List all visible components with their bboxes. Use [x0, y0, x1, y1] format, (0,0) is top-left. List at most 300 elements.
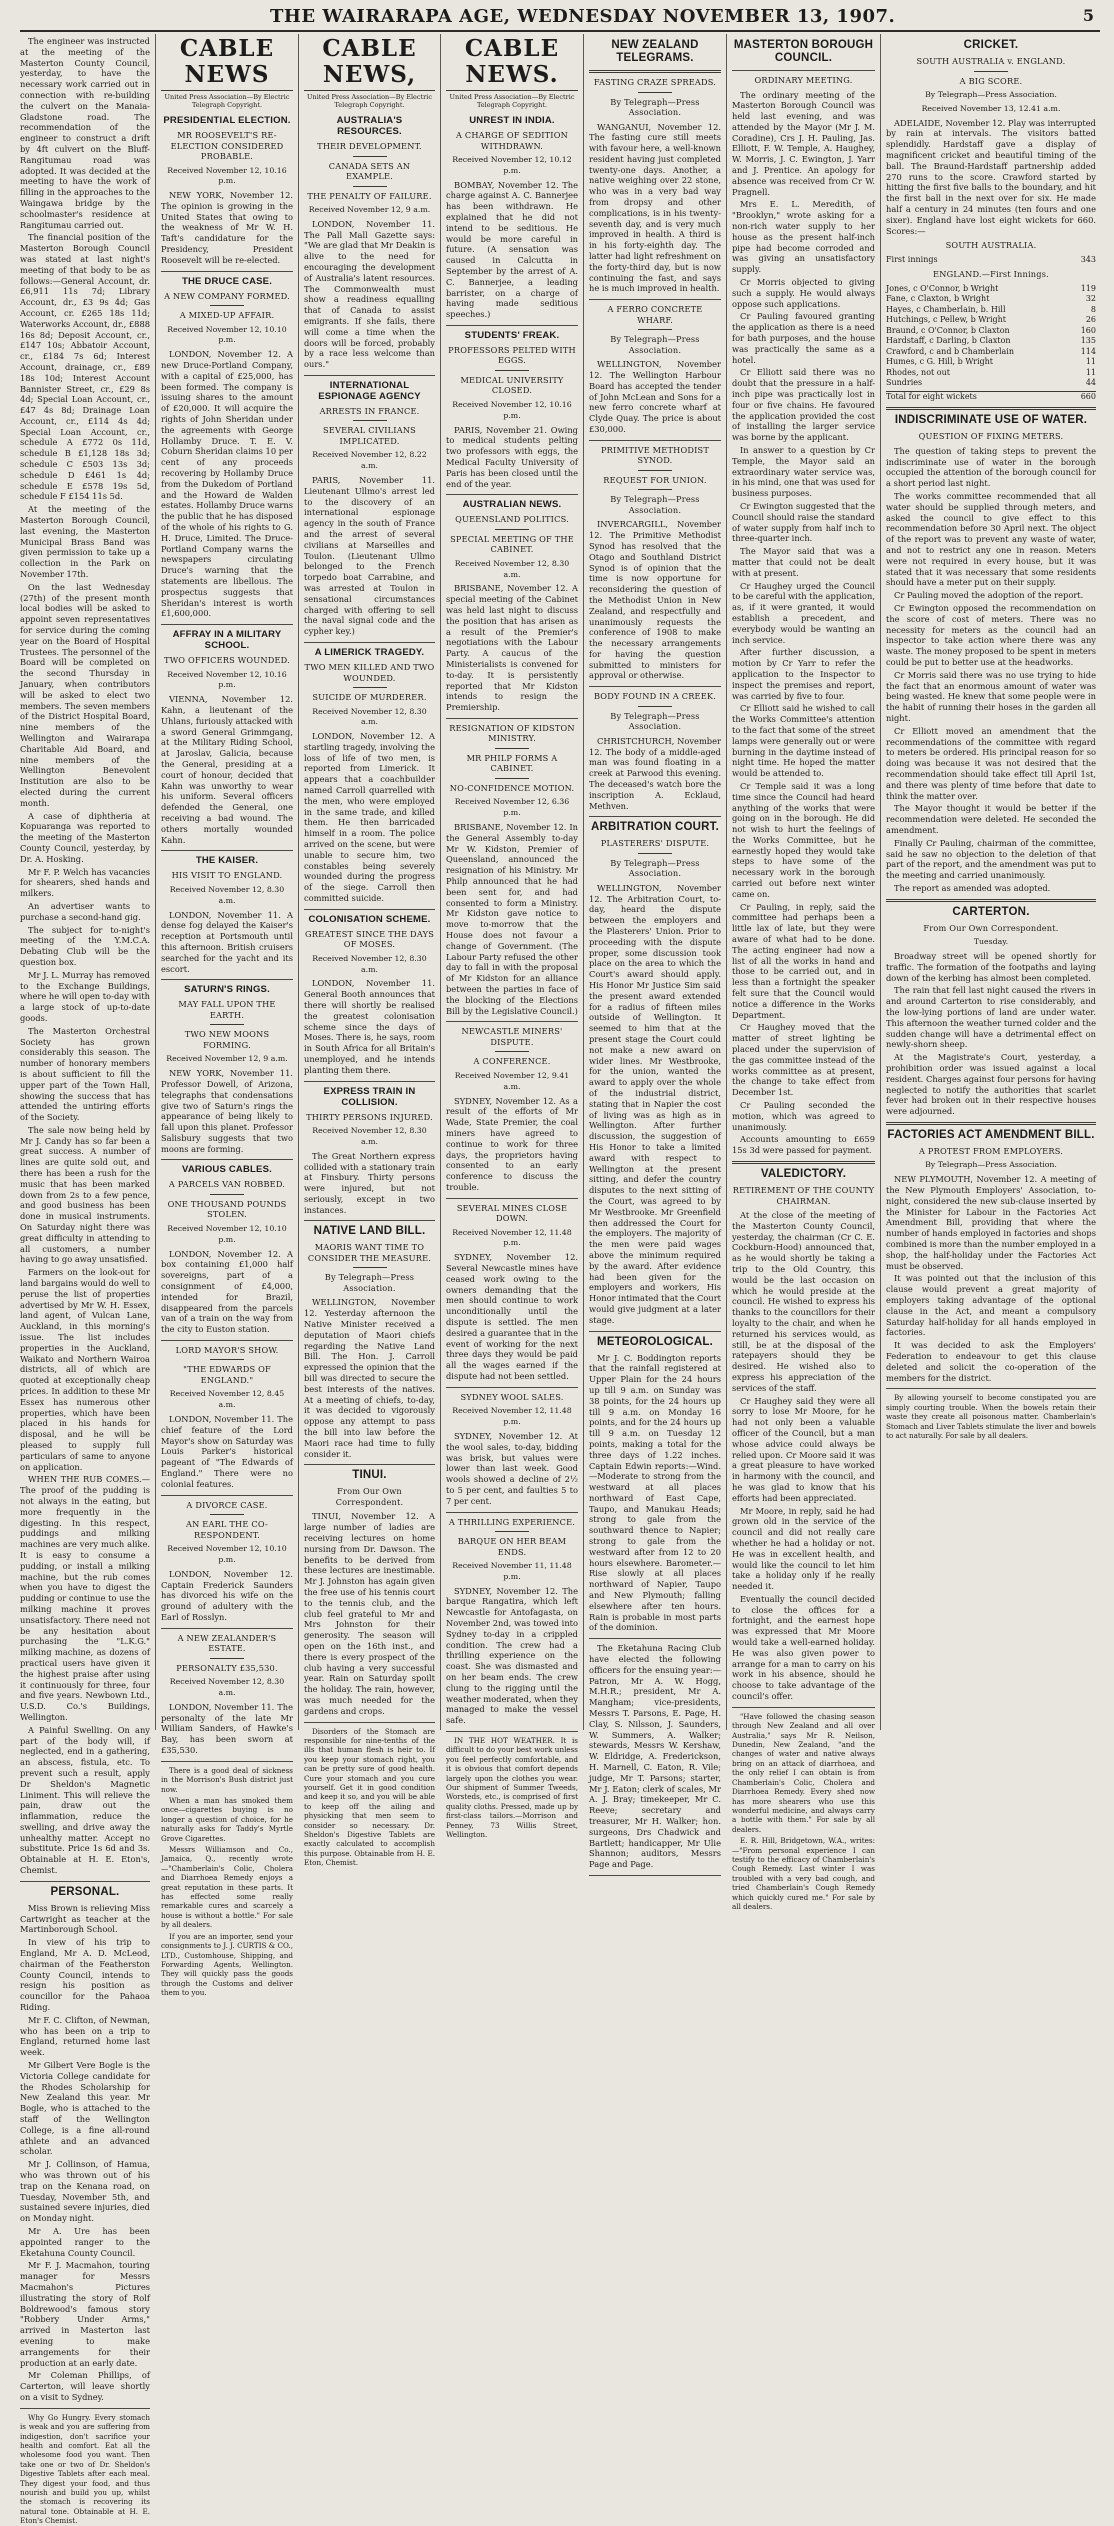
council-paragraph: Cr Pauling favoured granting the application as there is a need for bath purposes, and the house was practically the same as a hotel. — [732, 311, 875, 365]
story-body: SYDNEY, November 12. Several Newcastle mines have ceased work owing to the owners demanding that the men should continue to work unconditionally until the dispute is settled. The men desired a guarantee that in the event of working for the next three days they would be paid all the wages earned if the dispute had not been settled. — [446, 1252, 578, 1382]
local-paragraph: At the meeting of the Masterton Borough Council, last evening, the Masterton Municipal Brass Band was given permission to take up a collection in the Park on November 17th. — [20, 504, 150, 580]
advertisement: There is a good deal of sickness in the Morrison's Bush district just now. — [161, 1765, 293, 1794]
story-body: SYDNEY, November 12. As a result of the efforts of Mr Wade, State Premier, the coal miners have agreed to continue to work for three days, the proprietors having consented to an early conference to discuss the trouble. — [446, 1095, 578, 1192]
section-heading: INDISCRIMINATE USE OF WATER. — [894, 414, 1088, 427]
story-subheading: MR PHILP FORMS A CABINET. — [466, 752, 558, 774]
story-subheading: SYDNEY WOOL SALES. — [460, 1391, 564, 1402]
story-subheading: TWO MEN KILLED AND TWO WOUNDED. — [304, 662, 435, 683]
story-body: LONDON, November 12. A box containing £1,000 half sovereigns, part of a consignment of £4,000, intended for Brazil, disappeared from the parcels van of a train on the way from the city to Euston station. — [161, 1248, 293, 1335]
divider — [638, 706, 672, 707]
section-masthead: CABLE NEWS. — [446, 36, 578, 91]
source-line: By Telegraph—Press Association. — [925, 1160, 1057, 1170]
section-subheading: A BIG SCORE. — [959, 75, 1023, 86]
masthead-title: THE WAIRARAPA AGE, WEDNESDAY NOVEMBER 13, 1907. — [270, 6, 896, 27]
rule — [161, 1495, 293, 1496]
rule — [304, 642, 435, 643]
story-body: LONDON, November 11. The chief feature of the Lord Mayor's show on Saturday was Louis Parker's historical pageant of "The Edwards of England." There were no colonial features. — [161, 1414, 293, 1489]
rule — [589, 1875, 721, 1876]
rule — [446, 1387, 578, 1388]
story-received-time: Received November 11, 11.48 p.m. — [452, 1561, 572, 1581]
council-paragraph: Cr Elliott said there was no doubt that the pressure in a half-inch pipe was practically lost in four or five chains. He favoured the application provided the cost of installing the larger service was borne by the applicant. — [732, 367, 875, 443]
story-subheading: MAY FALL UPON THE EARTH. — [178, 999, 276, 1020]
advertisement: Why Go Hungry. Every stomach is weak and you are suffering from indigestion, don't sacrifice your health and comfort. Eat all the wholesome food you want. Then take one or two of Dr. Sheldon's Digestive Tablets after each meal. They digest your food, and thus nourish and build you up, whilst the stomach is recovering its natural tone. Obtainable at H. E. Eton's Chemist. — [20, 2412, 150, 2526]
story-headline: THE DRUCE CASE. — [181, 275, 273, 287]
column-1-local-news — [20, 36, 150, 2526]
council-paragraph: Mrs E. L. Meredith, of "Brooklyn," wrote asking for a non-rich water supply to her house as the present half-inch pipe had become corroded and was giving an unsatisfactory supply. — [732, 199, 875, 275]
score-row — [886, 368, 1096, 379]
story-subheading: SUICIDE OF MURDERER. — [312, 692, 427, 702]
personal-item: Mr F. C. Clifton, of Newman, who has been on a trip to England, returned home last week. — [20, 2014, 150, 2058]
story-body: LONDON, November 11. The personalty of the late Mr William Sanders, of Hawke's Bay, has been sworn at £35,530. — [161, 1701, 293, 1755]
rule — [732, 70, 875, 71]
factories-paragraph: It was pointed out that the inclusion of this clause would prevent a great majority of employers taking advantage of the optional clause in the Act, and meant a compulsory Saturday half-holiday for all hands employed in factories. — [886, 1273, 1096, 1338]
divider — [495, 1531, 529, 1532]
council-paragraph: The ordinary meeting of the Masterton Borough Council was held last evening, and was attended by the Mayor (Mr J. M. Coradine), Crs J. H. Pauling, Jas. Elliott, F. W. Temple, A. Haughey, W. Morris, J. C. Ewington, J. Yarr and J. Prentice. An apology for absence was received from Cr W. Pragnell. — [732, 89, 875, 197]
personal-item: Mr A. Ure has been appointed ranger to the Eketahuna County Council. — [20, 2225, 150, 2258]
story-subheading: TWO NEW MOONS FORMING. — [184, 1029, 270, 1050]
score-row — [886, 336, 1096, 347]
column-7-cricket — [886, 36, 1096, 1726]
advertisement: E. R. Hill, Bridgetown, W.A., writes:—"From personal experience I can testify to the efficacy of Chamberlain's Cough Remedy. Last winter I was troubled with a very bad cough, and tried Chamberlain's Cough Remedy which quickly cured me." For sale by all dealers. — [732, 1836, 875, 1911]
story-subheading: RESIGNATION OF KIDSTON MINISTRY. — [449, 722, 575, 744]
story-subheading: MR ROOSEVELT'S RE-ELECTION CONSIDERED PROBABLE. — [170, 130, 284, 161]
masthead — [20, 6, 1100, 32]
personal-item: In view of his trip to England, Mr A. D. McLeod, chairman of the Featherston County Council, intends to resign his position as councillor for the Pahaoa Riding. — [20, 1937, 150, 2013]
divider — [638, 329, 672, 330]
rule — [732, 1161, 875, 1164]
scoreboard-south-australia — [886, 255, 1096, 266]
story-received-time: Received November 12, 10.10 p.m. — [167, 1544, 287, 1564]
rule — [589, 686, 721, 687]
local-paragraph: The Masterton Orchestral Society has grown considerably this season. The number of honorary members is about sufficient to fill the upper part of the Town Hall, showing the success that has attended the untiring efforts of the Society. — [20, 1025, 150, 1123]
story-body: The Eketahuna Racing Club have elected the following officers for the ensuing year:—Patron, Mr A. W. Hogg, M.H.R.; president, Mr A. Mangham; vice-presidents, Messrs T. Parsons, E. Page, H. Clay, S. Nilsson, J. Saunders, W. Summers, A. Walker; stewards, Messrs W. Kershaw, W. Eldridge, A. Frederickson, H. Marnell, C. Eaton, R. Vile; judge, Mr T. Parsons; starter, Mr J. Eaton; clerk of scales, Mr A. J. Bray; timekeeper, Mr C. Reeve; secretary and treasurer, Mr H. Walker; hon. surgeons, Drs Chadwick and Bartlett; handicapper, Mr Ulie Shannon; auditors, Messrs Page and Page. — [589, 1643, 721, 1870]
story-received-time: Received November 12, 9 a.m. — [308, 205, 431, 214]
story-subheading: LORD MAYOR'S SHOW. — [175, 1344, 279, 1355]
advertisement: When a man has smoked them once—cigarettes buying is no longer a question of choice, for he naturally asks for Taddy's Myrtle Grove Cigarettes. — [161, 1796, 293, 1843]
runs: 135 — [1080, 336, 1096, 346]
water-paragraph: Cr Ewington opposed the recommendation on the score of cost of meters. There was no necessity for meters as the council had an inspector to take action where there was any waste. The money proposed to be spent in meters could be put to better use at the headworks. — [886, 603, 1096, 667]
rule — [446, 325, 578, 326]
rule — [161, 850, 293, 851]
rule — [446, 494, 578, 495]
story-subheading: AN EARL THE CO-RESPONDENT. — [186, 1519, 268, 1540]
section-heading: MASTERTON BOROUGH COUNCIL. — [733, 39, 874, 64]
story-headline: UNREST IN INDIA. — [469, 115, 555, 126]
story-subheading: A NEW ZEALANDER'S ESTATE. — [177, 1632, 277, 1654]
story-subheading: PRIMITIVE METHODIST SYNOD. — [600, 444, 710, 466]
story-received-time: Received November 12, 9 a.m. — [166, 1054, 288, 1064]
story-received-time: Received November 12, 10.12 p.m. — [452, 155, 572, 175]
story-subheading: PROFESSORS PELTED WITH EGGS. — [448, 344, 576, 366]
batsman: Humes, c G. Hill, b Wright — [886, 357, 993, 367]
runs: 32 — [1085, 294, 1096, 304]
rule — [304, 1081, 435, 1082]
story-subheading: By Telegraph—Press Association. — [610, 96, 700, 117]
personal-item: Miss Brown is relieving Miss Cartwright as teacher at the Martinborough School. — [20, 1902, 150, 1935]
story-headline: EXPRESS TRAIN IN COLLISION. — [323, 1085, 416, 1108]
section-heading: CRICKET. — [963, 39, 1019, 51]
story-headline: TINUI. — [352, 1469, 387, 1482]
council-paragraph: Cr Ewington suggested that the Council should raise the standard of water supply from half inch to three-quarter inch. — [732, 500, 875, 544]
runs: 160 — [1080, 325, 1096, 335]
story-received-time: Received November 12, 11.48 p.m. — [452, 1227, 572, 1248]
story-body: NEW YORK, November 11. Professor Dowell, of Arizona, telegraphs that condensations give two of Saturn's rings the appearance of being likely to fall upon this planet. Professor Salisbury suggests that two moons are forming. — [161, 1068, 293, 1154]
score-row — [886, 315, 1096, 326]
story-subheading: A DIVORCE CASE. — [186, 1499, 268, 1510]
water-paragraph: The question of taking steps to prevent the indiscriminate use of water in the borough occupied the attention of the borough council for a short period last night. — [886, 445, 1096, 489]
water-paragraph: Finally Cr Pauling, chairman of the committee, said he saw no objection to the deletion of that part of the report, and the amendment was put to the meeting and carried unanimously. — [886, 837, 1096, 881]
story-subheading: MEDICAL UNIVERSITY CLOSED. — [460, 374, 564, 396]
local-paragraph: Mr F. P. Welch has vacancies for shearers, shed hands and milkers. — [20, 866, 150, 899]
story-subheading: By Telegraph—Press Association. — [610, 857, 700, 879]
advertisement: If you are an importer, send your consignments to J. J. CURTIS & CO., LTD., Customhouse, Shipping, and Forwarding Agents, Wellington. They will quickly pass the goods through the Customs and deliver them to you. — [161, 1931, 293, 1998]
rule — [304, 909, 435, 910]
water-paragraph: The Mayor thought it would be better if the recommendation were deleted. He seconded the amendment. — [886, 803, 1096, 835]
batsman: Hutchings, c Pellew, b Wright — [886, 315, 1007, 325]
story-received-time: Received November 12, 10.16 p.m. — [452, 399, 572, 420]
section-masthead: CABLE NEWS, — [304, 36, 435, 91]
section-subheading: A PROTEST FROM EMPLOYERS. — [918, 1145, 1064, 1156]
scoreboard-heading: SOUTH AUSTRALIA. — [945, 240, 1037, 251]
story-headline: VARIOUS CABLES. — [182, 1164, 272, 1176]
story-body: INVERCARGILL, November 12. The Primitive Methodist Synod has resolved that the Otago and Southland District Synod is of opinion that the time is now opportune for reconsidering the question of the Methodist Union in New Zealand, and respectfully and unanimously requests the conference of 1908 to make the necessary arrangements for having the question submitted to ministers for approval or otherwise. — [589, 519, 721, 681]
score-row — [886, 378, 1096, 389]
divider — [353, 156, 387, 157]
story-received-time: Received November 12, 8.30 a.m. — [312, 1126, 427, 1146]
divider — [638, 489, 672, 490]
rule — [589, 816, 721, 817]
story-body: WELLINGTON, November 12. Yesterday afternoon the Native Minister received a deputation of Maori chiefs regarding the Native Land Bill. The Hon. J. Carroll expressed the opinion that the bill was directed to secure the best interests of the natives. At a meeting of chiefs, to-day, it was decided to vigorously oppose any attempt to pass the bill into law before the Maori race had time to fully consider it. — [304, 1297, 435, 1459]
divider — [638, 853, 672, 854]
carterton-paragraph: Broadway street will be opened shortly for traffic. The formation of the footpaths and laying down of the kerbing has almost been completed. — [886, 951, 1096, 983]
story-received-time: Received November 12, 8.30 a.m. — [312, 953, 427, 974]
divider — [210, 1658, 244, 1659]
council-paragraph: Cr Pauling, in reply, said the committee had perhaps been a little lax of late, but they were aware of what had to be done. The acting engineer had now a list of all the works in hand and those to be carried out, and in less than a fortnight the speaker felt sure that the Council would notice a difference in the Works Department. — [732, 901, 875, 1020]
section-masthead: CABLE NEWS — [161, 36, 293, 91]
divider — [210, 1024, 244, 1025]
council-paragraph: Cr Haughey urged the Council to be careful with the application, as, if it were granted, it would establish a precedent, and everybody would be wanting an inch service. — [732, 580, 875, 645]
section-heading: VALEDICTORY. — [760, 1168, 847, 1180]
score-row — [886, 284, 1096, 295]
story-subheading: ARRESTS IN FRANCE. — [319, 405, 420, 416]
runs: 26 — [1085, 315, 1096, 325]
story-subheading: FASTING CRAZE SPREADS. — [593, 77, 717, 87]
story-subheading: THIRTY PERSONS INJURED. — [306, 1111, 433, 1122]
story-subheading: CANADA SETS AN EXAMPLE. — [328, 160, 411, 181]
divider — [638, 92, 672, 93]
rule — [161, 1159, 293, 1160]
rule — [886, 1388, 1096, 1389]
column-rule — [726, 34, 727, 1730]
section-heading: NEW ZEALAND TELEGRAMS. — [611, 39, 699, 64]
divider — [210, 1359, 244, 1360]
divider — [495, 748, 529, 749]
rule — [161, 1628, 293, 1629]
story-subheading: PERSONALTY £35,530. — [176, 1662, 278, 1673]
personal-item: Mr F. J. Macmahon, touring manager for Messrs Macmahon's Pictures illustrating the story of Rolf Boldrewood's famous story "Robbery Under Arms," arrived in Masterton last evening to make arrangements for their production at an early date. — [20, 2260, 150, 2368]
story-headline: AUSTRALIAN NEWS. — [462, 499, 562, 511]
divider — [210, 305, 244, 306]
valedictory-paragraph: Eventually the council decided to close the offices for a fortnight, and the earnest hope was expressed that Mr Moore would take a well-earned holiday. He was also given power to arrange for a man to carry on his work in his absence, should he choose to take advantage of the council's offer. — [732, 1593, 875, 1702]
story-subheading: A THRILLING EXPERIENCE. — [448, 1516, 576, 1527]
story-headline: AFFRAY IN A MILITARY SCHOOL. — [172, 629, 282, 652]
column-2-cable-news — [161, 35, 293, 1998]
divider — [353, 687, 387, 688]
story-received-time: Received November 12, 8.22 a.m. — [312, 450, 427, 471]
valedictory-paragraph: Mr Moore, in reply, said he had grown old in the service of the council and did not really care whether he had a holiday or not. He was in excellent health, and would like the council to let him take a holiday only if he really needed it. — [732, 1505, 875, 1592]
rule — [161, 1761, 293, 1762]
total-label: Total for eight wickets — [886, 391, 977, 401]
scoreboard-england — [886, 284, 1096, 403]
story-subheading: TWO OFFICERS WOUNDED. — [164, 655, 290, 666]
local-paragraph: An advertiser wants to purchase a second-hand gig. — [20, 900, 150, 922]
local-paragraph: A Painful Swelling. On any part of the body will, if neglected, end in a gathering, an abscess, fistula, etc. To prevent such a result, apply Dr Sheldon's Magnetic Liniment. This will relieve the pain, draw out the inflammation, reduce the swelling, and drive away the unhealthy matter. Accept no substitute. Price 1s 6d and 3s. Obtainable at H. E. Eton's, Chemist. — [20, 1724, 150, 1876]
score-row — [886, 347, 1096, 358]
story-received-time: Received November 12, 8.30 a.m. — [169, 884, 285, 905]
story-received-time: Received November 12, 8.30 a.m. — [169, 1677, 285, 1697]
rule — [304, 1464, 435, 1465]
runs: 119 — [1080, 283, 1096, 293]
column-rule — [155, 34, 156, 1730]
factories-paragraph: NEW PLYMOUTH, November 12. A meeting of the New Plymouth Employers' Association, to-night, considered the new sub-clause inserted by the Minister for Labour in the Factories Act Amendment Bill, providing that where the number of hands employed in factories and shops combined is more than the number employed in a shop, the half-holiday under the Factories Act must be observed. — [886, 1174, 1096, 1271]
story-body: LONDON, November 11. A dense fog delayed the Kaiser's reception at Portsmouth until this afternoon. British cruisers searched for the yacht and its escort. — [161, 909, 293, 974]
personal-item: Mr Gilbert Vere Bogle is the Victoria College candidate for the Rhodes Scholarship for New Zealand this year. Mr Bogle, who is attached to the staff of the Wellington College, is a fine all-round athlete and an advanced scholar. — [20, 2060, 150, 2157]
story-headline: NATIVE LAND BILL. — [313, 1225, 426, 1238]
advertisement: Disorders of the Stomach are responsible for nine-tenths of the ills that human flesh is heir to. If you keep your stomach right, you can be pretty sure of good health. Cure your stomach and you cure yourself. Get it in good condition and keep it so, and you will be able to keep off the ailing and physicking that men seem to consider so necessary. Dr. Sheldon's Digestive Tablets are exactly calculated to accomplish this purpose. Obtainable from H. E. Eton, Chemist. — [304, 1726, 435, 1868]
rule — [304, 375, 435, 376]
personal-item: Mr J. Collinson, of Hamua, who was thrown out of his trap on the Kenana road, on Tuesday, November 5th, and sustained severe injuries, died on Monday night. — [20, 2159, 150, 2224]
section-subheading: ORDINARY MEETING. — [754, 75, 853, 85]
story-headline: ARBITRATION COURT. — [591, 821, 719, 834]
story-received-time: Received November 12, 8.45 a.m. — [169, 1389, 285, 1410]
source-line: By Telegraph—Press Association. — [925, 90, 1057, 99]
rule — [589, 440, 721, 441]
divider — [353, 186, 387, 187]
story-headline: COLONISATION SCHEME. — [308, 913, 431, 925]
story-subheading: REQUEST FOR UNION. — [603, 474, 707, 485]
story-body: LONDON, November 12. Captain Frederick Saunders has divorced his wife on the ground of adultery with the Earl of Rosslyn. — [161, 1568, 293, 1622]
rule — [446, 1512, 578, 1513]
score-total — [886, 391, 1096, 403]
story-subheading: GREATEST SINCE THE DAYS OF MOSES. — [304, 928, 435, 950]
story-headline: AUSTRALIA'S RESOURCES. — [336, 115, 403, 137]
council-paragraph: Cr Temple said it was a long time since the Council had heard anything of the works that were going on in the borough. He did not wish to hurt the feelings of the Works Committee, but he earnestly hoped they would take steps to have some of the necessary work in the borough carried out before next winter came on. — [732, 780, 875, 899]
column-4-cable-news — [446, 35, 578, 1840]
rule — [886, 1122, 1096, 1125]
story-received-time: Received November 12, 10.16 p.m. — [167, 165, 287, 186]
local-paragraph: Mr J. L. Murray has removed to the Exchange Buildings, where he will open to-day with a large stock of up-to-date goods. — [20, 969, 150, 1023]
runs: 44 — [1085, 378, 1096, 388]
batsman: Rhodes, not out — [886, 367, 950, 377]
personal-item: Mr Coleman Phillips, of Carterton, will leave shortly on a visit to Sydney. — [20, 2370, 150, 2402]
divider — [495, 370, 529, 371]
council-paragraph: Cr Morris objected to giving such a supply. He would always oppose such applications. — [732, 277, 875, 309]
source-line: United Press Association—By Electric Telegraph Copyright. — [449, 93, 575, 109]
water-paragraph: Cr Pauling moved the adoption of the report. — [894, 590, 1084, 601]
rule — [304, 1220, 435, 1221]
story-subheading: THE PENALTY OF FAILURE. — [307, 190, 432, 201]
batsman: Crawford, c and b Chamberlain — [886, 346, 1014, 356]
rule — [20, 2408, 150, 2409]
story-subheading: By Telegraph—Press Association. — [324, 1272, 415, 1293]
divider — [495, 529, 529, 530]
divider — [638, 470, 672, 471]
rule — [304, 1722, 435, 1723]
story-body: WELLINGTON, November 12. The Wellington Harbour Board has accepted the tender of John McLean and Sons for a new ferro concrete wharf at Clyde Quay. The price is about £30,000. — [589, 359, 721, 435]
batsman: Braund, c O'Connor, b Claxton — [886, 325, 1010, 335]
story-subheading: MAORIS WANT TIME TO CONSIDER THE MEASURE. — [307, 1242, 432, 1263]
story-subheading: A FERRO CONCRETE WHARF. — [607, 304, 703, 325]
batsman: Hardstaff, c Darling, b Claxton — [886, 336, 1011, 346]
story-received-time: Received November 12, 10.10 p.m. — [167, 324, 287, 345]
story-body: LONDON, November 12. A startling tragedy, involving the loss of life of two men, is reported from Limerick. It appears that a coachbuilder named Carroll quarrelled with the men, who were employed in the same trade, and killed them. He then barricaded himself in a room. The police arrived on the scene, but were unable to secure him, two constables being severely wounded during the progress of the siege. Carroll then committed suicide. — [304, 731, 435, 904]
rule — [589, 1638, 721, 1639]
council-paragraph: The Mayor said that was a matter that could not be dealt with at present. — [732, 546, 875, 578]
water-paragraph: The works committee recommended that all water should be supplied through meters, and asked the council to give effect to this recommendation before 30 April next. The object of the report was to prevent any waste of water, and not to restrict any one in reason. Meters were not required in every house, but it was stated that it was necessary that some residents should have a meter put on their supply. — [886, 491, 1096, 588]
rule — [161, 624, 293, 625]
story-subheading: PLASTERERS' DISPUTE. — [600, 838, 710, 849]
story-subheading: By Telegraph—Press Association. — [610, 710, 700, 732]
advertisement: Messrs Williamson and Co., Jamaica, Q., recently wrote—"Chamberlain's Colic, Cholera and Diarrhoea Remedy enjoys a great reputation in these parts. It has effected some really remarkable cures and scarcely a house is without a bottle." For sale by all dealers. — [161, 1845, 293, 1930]
story-headline: PRESIDENTIAL ELECTION. — [163, 115, 291, 126]
divider — [210, 1194, 244, 1195]
story-subheading: BARQUE ON HER BEAM ENDS. — [457, 1536, 567, 1557]
water-paragraph: Cr Elliott moved an amendment that the recommendations of the committee with regard to meters be ordered. His principal reason for so doing was because it was not desired that the recommendation should take effect till April 1st, and there was plenty of time before that date to think the matter over. — [886, 725, 1096, 801]
score-row — [886, 255, 1096, 266]
column-3-cable-news — [304, 35, 435, 1868]
story-headline: THE KAISER. — [195, 855, 259, 867]
local-paragraph: Farmers on the look-out for land bargains would do well to peruse the list of properties advertised by Mr W. H. Essex, land agent, of Vulcan Lane, Auckland, in this morning's issue. The list includes properties in the Auckland, Waikato and Northern Wairoa districts, all of which are quoted at exceptionally cheap prices. In addition to these Mr Essex has numerous other properties, which have been placed in his hands for disposal, and he will be pleased to supply full particulars of same to anyone on application. — [20, 1267, 150, 1472]
divider — [353, 1267, 387, 1268]
water-paragraph: The report as amended was adopted. — [894, 882, 1051, 893]
page-number: 5 — [1082, 6, 1094, 25]
column-rule — [298, 34, 299, 1730]
batsman: First innings — [886, 254, 938, 264]
column-6-borough-council — [732, 36, 875, 1911]
story-subheading: By Telegraph—Press Association. — [610, 494, 700, 515]
council-paragraph: Cr Elliott said he wished to call the Works Committee's attention to the fact that some of the street lamps were generally out or were burning in the daytime instead of night time. He hoped the matter would be attended to. — [732, 703, 875, 779]
column-rule — [583, 34, 584, 1730]
story-body: The Great Northern express collided with a stationary train at Finsbury. Thirty persons were injured, but not seriously, except in two instances. — [304, 1150, 435, 1215]
section-subheading: SOUTH AUSTRALIA v. ENGLAND. — [916, 56, 1066, 66]
rule — [589, 70, 721, 73]
column-rule — [880, 34, 881, 1730]
story-received-time: Received November 13, 12.41 a.m. — [921, 103, 1061, 113]
story-body: BOMBAY, November 12. The charge against A. C. Bannerjee has been withdrawn. He explained that he did not intend to be seditious. He would be more careful in future. (A sensation was caused in Calcutta in September by the arrest of A. C. Bannerjee, a leading barrister, on a charge of having made seditious speeches.) — [446, 179, 578, 320]
rule — [589, 299, 721, 300]
story-subheading: SEVERAL CIVILIANS IMPLICATED. — [323, 425, 416, 446]
valedictory-paragraph: Cr Haughey said they were all sorry to lose Mr Moore, for he had not only been a valuable officer of the Council, but a man whose advice could always be relied upon. Cr Moore said it was a great pleasure to have worked in harmony with the council, and he was glad to know that his efforts had been appreciated. — [732, 1395, 875, 1503]
story-headline: METEOROLOGICAL. — [596, 1335, 714, 1348]
story-subheading: By Telegraph—Press Association. — [610, 334, 700, 355]
advertisement: IN THE HOT WEATHER. It is difficult to do your best work unless you feel perfectly comfortable, and it is obvious that comfort depends largely upon the clothes you wear. Our shipment of Summer Tweeds, Worsteds, etc., is comprised of first quality cloths. Pressed, made up by first-class tailors.—Morrison and Penney, 73 Willis Street, Wellington. — [446, 1735, 578, 1840]
local-paragraph: On the last Wednesday (27th) of the present month local bodies will be asked to appoint seven representatives for service during the coming year on the Board of Hospital Trustees. The personnel of the Board will be completed on the second Thursday in January, when contributors will be asked to elect two members. The seven members of the District Hospital Board, nine members of the Wellington and Wairarapa Charitable Aid Board, and nine members of the Wellington Benevolent Institution are also to be elected during the current month. — [20, 581, 150, 808]
story-headline: INTERNATIONAL ESPIONAGE AGENCY — [318, 379, 421, 402]
divider — [495, 1051, 529, 1052]
source-line: United Press Association—By Electric Telegraph Copyright. — [307, 93, 432, 109]
divider — [495, 778, 529, 779]
council-paragraph: In answer to a question by Cr Temple, the Mayor said an extraordinary water service was, in his mind, one that was used for business purposes. — [732, 445, 875, 499]
rule — [589, 1331, 721, 1332]
story-body: PARIS, November 21. Owing to medical students pelting two professors with eggs, the Medical Faculty University of Paris has been closed until the end of the year. — [446, 424, 578, 489]
council-paragraph: Cr Pauling seconded the motion, which was agreed to unanimously. — [732, 1100, 875, 1132]
scoreboard-heading: ENGLAND.—First Innings. — [933, 269, 1049, 280]
column-5-nz-telegrams — [589, 36, 721, 1870]
story-body: BRISBANE, November 12. In the General Assembly to-day Mr W. Kidston, Premier of Queensland, announced the resignation of his Ministry. Mr Philp announced that he had been sent for, and had consented to form a Ministry. Mr Kidston gave notice to move to-morrow that the House does not favour a change of Government. (The Labour Party refused the other day to fall in with the proposal of Mr Kidston for an alliance between the parties in face of the blocking of the Elections Bill by the Legislative Council.) — [446, 822, 578, 1016]
rule — [446, 1731, 578, 1732]
story-received-time: Received November 12, 11.48 p.m. — [452, 1406, 572, 1427]
runs: 11 — [1085, 367, 1096, 377]
story-body: LONDON, November 11. The Pall Mall Gazette says: "We are glad that Mr Deakin is alive to the need for encouraging the development of Australia's latent resources. The Commonwealth must show a readiness equalling that of Canada to assist emigrants. If she fails, there will come a time when the doors will be forced, probably by a race less welcome than ours." — [304, 218, 435, 370]
story-body: VIENNA, November 12. Kahn, a lieutenant of the Uhlans, furiously attacked with a sword General Grimmgang, at the Military Riding School, at Jaroslav, Galicia, because the General, presiding at a court of honour, decided that Kahn was unworthy to wear his uniform. Several officers defended the General, one receiving a bad wound. The others mortally wounded Kahn. — [161, 694, 293, 845]
local-paragraph: A case of diphtheria at Kopuaranga was reported to the meeting of the Masterton County Council, yesterday, by Dr. A. Hosking. — [20, 810, 150, 864]
column-rule — [440, 34, 441, 1730]
batsman: Fane, c Claxton, b Wright — [886, 294, 990, 304]
story-subheading: HIS VISIT TO ENGLAND. — [171, 870, 283, 881]
carterton-paragraph: At the Magistrate's Court, yesterday, a prohibition order was issued against a local resident. Charges against four persons for having neglected to notify the authorities that scarlet fever had broken out in their respective houses were adjourned. — [886, 1052, 1096, 1117]
valedictory-paragraph: At the close of the meeting of the Masterton County Council, yesterday, the chairman (Cr C. E. Cockburn-Hood) announced that, as he would shortly be taking a trip to the Old Country, this would be the last occasion on which he would preside at the council. He wished to express his thanks to the councillors for their loyalty to the chair, and when he returned his services would, as still, be at the disposal of the ratepayers should they be desired. He wished also to express his appreciation of the services of the staff. — [732, 1210, 875, 1393]
section-subheading: QUESTION OF FIXING METERS. — [918, 431, 1064, 442]
story-headline: A LIMERICK TRAGEDY. — [314, 647, 425, 658]
divider — [974, 71, 1008, 72]
divider — [353, 420, 387, 421]
divider — [210, 1514, 244, 1515]
story-subheading: THEIR DEVELOPMENT. — [317, 141, 422, 151]
local-paragraph: The financial position of the Masterton Borough Council was stated at last night's meeting of that body to be as follows:—General Account, dr. £6,911 11s 7d; Library Account, dr., £3 9s 4d; Gas Account, cr. £265 18s 11d; Waterworks Account, dr., £888 16s 8d; Deposit Account, cr., £147 10s; Abbatoir Account, cr., £184 7s 6d; Interest Account, drainage, cr., £89 18s 10d; Interest Account Bannister Street, cr., £29 8s 4d; Special Loan Account, cr., £47 4s 8d; Drainage Loan Account, cr., £114 4s 4d; Special Loan Account, cr., schedule A £772 0s 11d, schedule B £1,128 18s 3d; schedule C £503 13s 3d; schedule D £461 1s 4d; schedule E £578 19s 5d, schedule F £154 11s 5d. — [20, 232, 150, 502]
rule — [20, 1881, 150, 1882]
story-subheading: BODY FOUND IN A CREEK. — [593, 691, 717, 702]
story-body: Mr J. C. Boddington reports that the rainfall registered at Upper Plain for the 24 hours up till 9 a.m. on Sunday was 38 points, for the 24 hours up till 9 a.m. on Monday 16 points, and for the 24 hours up till 9 a.m. on Tuesday 12 points, making a total for the three days of 1.22 inches. Captain Edwin reports:—Wind.—Moderate to strong from the westward at all places northward of East Cape, Taupo, and Manukau Heads; strong to gale from the southward thence to Napier; strong to gale from the westward after from 12 to 20 hours elsewhere. Barometer.—Rise slowly at all places northward of Napier, Taupo and New Plymouth; falling elsewhere after ten hours. Rain is probable in most parts of the dominion. — [589, 1352, 721, 1633]
rule — [161, 271, 293, 272]
section-heading: CARTERTON. — [952, 905, 1030, 918]
story-subheading: A CONFERENCE. — [473, 1056, 551, 1067]
dateline: Tuesday. — [973, 937, 1009, 947]
story-body: TINUI, November 12. A large number of ladies are receiving lectures on home nursing from Dr. Dawson. The benefits to be derived from these lectures are inestimable. Mr J. Johnston has again given the free use of his tennis court to the tennis club, and the club feel grateful to Mr and Mrs Johnston for their generosity. The season will open on the 16th inst., and there is every prospect of the club having a very successful year. Rain on Saturday spoilt the holiday. The rain, however, was much needed for the gardens and crops. — [304, 1511, 435, 1716]
story-received-time: Received November 12, 6.36 p.m. — [454, 797, 570, 818]
advertisement: By allowing yourself to become constipated you are simply courting trouble. When the bowels retain their waste they create all poisonous matter. Chamberlain's Stomach and Liver Tablets stimulate the liver and bowels to act naturally. For sale by all dealers. — [886, 1393, 1096, 1441]
total-runs: 660 — [1080, 391, 1096, 401]
council-paragraph: After further discussion, a motion by Cr Yarr to refer the application to the Inspector to inspect the premises and report, was carried by five to four. — [732, 647, 875, 701]
advertisement: "Have followed the chasing season through New Zealand and all over Australia," says Mr R. Neilson, Dunedin, New Zealand, "and the changes of water and native always bring on an attack of diarrhoea, and the only relief I can obtain is from Chamberlain's Colic, Cholera and Diarrhoea Remedy. Every shed now has more shearers who use this wonderful medicine, and always carry a bottle with them." For sale by all dealers. — [732, 1711, 875, 1834]
council-paragraph: Cr Haughey moved that the matter of street lighting be placed under the supervision of the gas committee instead of the works committee as at present, the change to take effect from December 1st. — [732, 1022, 875, 1098]
rule — [886, 407, 1096, 410]
story-headline: STUDENTS' FREAK. — [464, 329, 560, 341]
rule — [446, 718, 578, 719]
section-heading: FACTORIES ACT AMENDMENT BILL. — [887, 1128, 1095, 1141]
score-row — [886, 294, 1096, 305]
source-line: United Press Association—By Electric Telegraph Copyright. — [164, 93, 290, 109]
source-line: From Our Own Correspondent. — [923, 922, 1059, 933]
story-subheading: A NEW COMPANY FORMED. — [164, 290, 290, 301]
story-body: SYDNEY, November 12. At the wool sales, to-day, bidding was brisk, but values were lower than last week. Good wools showed a decline of 2½ to 5 per cent, and faulties 5 to 7 per cent. — [446, 1430, 578, 1506]
runs: 343 — [1080, 254, 1096, 264]
score-row — [886, 326, 1096, 337]
story-headline: SATURN'S RINGS. — [184, 984, 270, 996]
local-paragraph: The sale now being held by Mr J. Candy has so far been a great success. A number of lines are quite sold out, and there has been a rush for the music that has been marked down from 2s to a few pence, and good business has been done in musical instruments. On Saturday night there was great difficulty in attending to all customers, a number having to go away unsatisfied. — [20, 1124, 150, 1265]
story-received-time: Received November 12, 8.30 a.m. — [454, 558, 570, 579]
story-subheading: SPECIAL MEETING OF THE CABINET. — [450, 533, 574, 555]
carterton-paragraph: The rain that fell last night caused the rivers in and around Carterton to rise considerably, and the low-lying portions of land are under water. This afternoon the weather turned colder and the sudden change will have a detrimental effect on newly-shorn sheep. — [886, 985, 1096, 1050]
water-paragraph: Cr Morris said there was no use trying to hide the fact that an enormous amount of water was being wasted. He knew that some people were in the habit of running their hoses in the garden all night. — [886, 669, 1096, 723]
story-received-time: Received November 12, 9.41 a.m. — [454, 1070, 570, 1091]
story-received-time: Received November 12, 10.10 p.m. — [167, 1223, 287, 1244]
rule — [732, 1707, 875, 1708]
batsman: Sundries — [886, 378, 923, 388]
runs: 8 — [1090, 304, 1096, 314]
local-paragraph: The subject for to-night's meeting of the Y.M.C.A. Debating Club will be the question box. — [20, 924, 150, 967]
story-subheading: A CHARGE OF SEDITION WITHDRAWN. — [455, 130, 569, 151]
story-body: PARIS, November 11. Lieutenant Ullmo's arrest led to the discovery of an international espionage agency in the south of France and the arrest of several civilians at Marseilles and Toulon. (Lieutenant Ullmo belonged to the French torpedo boat Carrabine, and was arrested at Toulon in sensational circumstances charged with offering to sell the naval signal code and the cypher key.) — [304, 475, 435, 637]
